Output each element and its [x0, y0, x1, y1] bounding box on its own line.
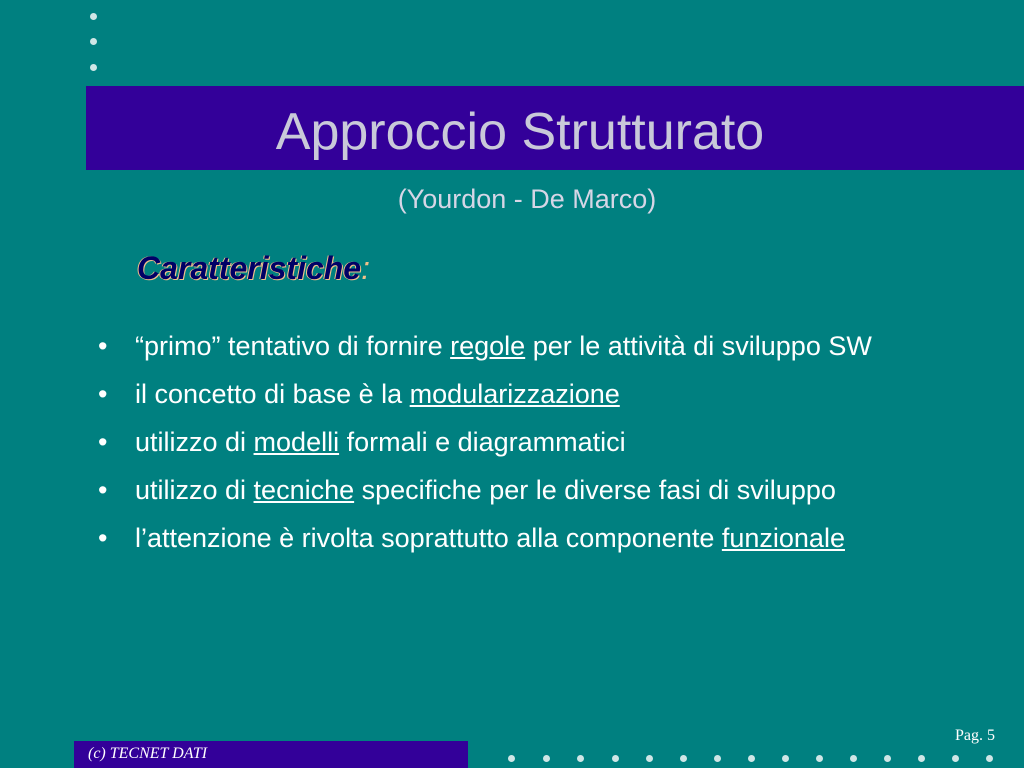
slide-subtitle: (Yourdon - De Marco) [397, 184, 657, 214]
bullet-icon: • [98, 379, 108, 409]
bullet-text: specifiche per le diverse fasi di sviluppo [354, 475, 836, 505]
section-heading [137, 248, 370, 288]
section-heading-text: Caratteristiche [137, 250, 362, 286]
bullet-item [90, 471, 890, 509]
decor-dot [508, 755, 515, 762]
decor-dot [918, 755, 925, 762]
bullet-item [90, 423, 890, 461]
bullet-text: utilizzo di [135, 427, 254, 457]
decor-dot [90, 38, 97, 45]
bullet-keyword: modelli [253, 427, 340, 457]
bullet-text: formali e diagrammatici [339, 427, 626, 457]
bullet-icon: • [98, 475, 108, 505]
decor-dot [782, 755, 789, 762]
decor-dot [612, 755, 619, 762]
decor-dot [986, 755, 993, 762]
decor-dot [850, 755, 857, 762]
bullet-icon: • [98, 331, 108, 361]
bullet-keyword: modularizzazione [409, 379, 620, 409]
decor-dot [577, 755, 584, 762]
decor-dot [90, 64, 97, 71]
decor-dot [90, 13, 97, 20]
decor-dot [884, 755, 891, 762]
decor-dot [952, 755, 959, 762]
bullet-text: il concetto di base è la [135, 379, 410, 409]
bullet-keyword: funzionale [721, 523, 845, 553]
bullet-text: l’attenzione è rivolta soprattutto alla componente [135, 523, 722, 553]
section-heading-colon: : [361, 250, 370, 286]
bullet-item [90, 519, 890, 557]
decor-dot [714, 755, 721, 762]
bullet-text: utilizzo di [135, 475, 254, 505]
decor-dot [680, 755, 687, 762]
bullet-item [90, 327, 890, 365]
slide-title: Approccio Strutturato [275, 103, 765, 161]
footer-copyright: (c) TECNET DATI [88, 745, 208, 762]
decor-dot [748, 755, 755, 762]
decor-dot [646, 755, 653, 762]
bullet-item [90, 375, 890, 413]
page-number: Pag. 5 [955, 727, 995, 744]
bullet-text: “primo” tentativo di fornire [135, 331, 451, 361]
bullet-list [90, 327, 890, 567]
bullet-keyword: tecniche [253, 475, 355, 505]
decor-dot [816, 755, 823, 762]
bullet-icon: • [98, 427, 108, 457]
bullet-text: per le attività di sviluppo SW [525, 331, 872, 361]
bullet-keyword: regole [450, 331, 526, 361]
bullet-icon: • [98, 523, 108, 553]
decor-dot [543, 755, 550, 762]
